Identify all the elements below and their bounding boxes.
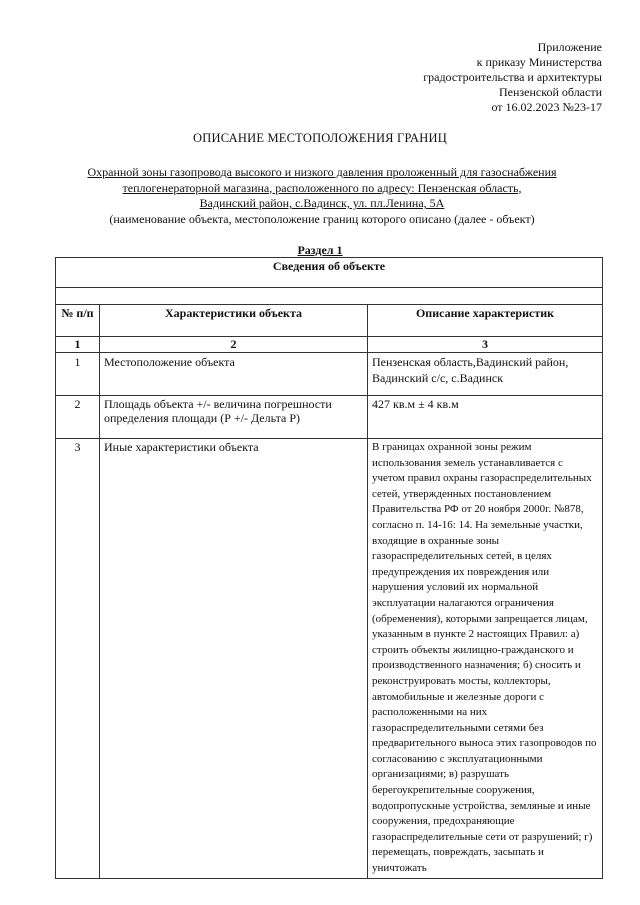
table-title: Сведения об объекте bbox=[56, 258, 603, 288]
appendix-line: Пензенской области bbox=[499, 85, 602, 99]
column-header-characteristic: Характеристики объекта bbox=[100, 305, 368, 337]
table-row bbox=[56, 353, 603, 396]
object-description bbox=[52, 165, 592, 227]
row-characteristic: Иные характеристики объекта bbox=[100, 439, 368, 879]
appendix-line: Приложение bbox=[537, 40, 602, 54]
object-description-line: Вадинский район, с.Вадинск, ул. пл.Ленина, 5А bbox=[199, 196, 445, 210]
row-characteristic: Площадь объекта +/- величина погрешности определения площади (Р +/- Дельта Р) bbox=[100, 396, 368, 439]
row-number: 3 bbox=[56, 439, 100, 879]
column-number: 1 bbox=[56, 337, 100, 353]
column-header-number: № п/п bbox=[56, 305, 100, 337]
object-info-table bbox=[55, 257, 603, 879]
column-header-row bbox=[56, 305, 603, 337]
appendix-line: к приказу Министерства bbox=[476, 55, 602, 69]
column-number-row bbox=[56, 337, 603, 353]
table-row bbox=[56, 439, 603, 879]
object-description-line: Охранной зоны газопровода высокого и низкого давления проложенный для газоснабжения bbox=[87, 165, 557, 179]
row-characteristic: Местоположение объекта bbox=[100, 353, 368, 396]
document-title: ОПИСАНИЕ МЕСТОПОЛОЖЕНИЯ ГРАНИЦ bbox=[193, 131, 447, 145]
table-row bbox=[56, 396, 603, 439]
appendix-line: градостроительства и архитектуры bbox=[423, 70, 602, 84]
row-description: Пензенская область,Вадинский район, Вадинский с/с, с.Вадинск bbox=[368, 353, 603, 396]
column-number: 2 bbox=[100, 337, 368, 353]
table-title-row bbox=[56, 258, 603, 288]
row-number: 2 bbox=[56, 396, 100, 439]
table-spacer-row bbox=[56, 288, 603, 305]
row-number: 1 bbox=[56, 353, 100, 396]
appendix-line: от 16.02.2023 №23-17 bbox=[491, 100, 602, 114]
row-description: 427 кв.м ± 4 кв.м bbox=[368, 396, 603, 439]
object-description-note: (наименование объекта, местоположение границ которого описано (далее - объект) bbox=[109, 211, 535, 226]
appendix-block bbox=[423, 40, 602, 115]
column-header-description: Описание характеристик bbox=[368, 305, 603, 337]
row-description: В границах охранной зоны режим использования земель устанавливается с учетом правил охраны газораспределительных сетей, утвержденных постановлением Правительства РФ от 20 ноября 2000г. №878, согласно п. 14-16: 14. На земельные участки, входящие в охранные зоны газораспределительных сетей, в целях предупреждения их повреждения или нарушения условий их нормальной эксплуатации налагаются ограничения (обременения), которыми запрещается лицам, указанным в пункте 2 настоящих Правил: а) строить объекты жилищно-гражданского и производственного назначения; б) сносить и реконструировать мосты, коллекторы, автомобильные и железные дороги с расположенными на них газораспределительными сетями без предварительного выноса этих газопроводов по согласованию с эксплуатационными организациями; в) разрушать берегоукрепительные сооружения, водопропускные устройства, земляные и иные сооружения, предохраняющие газораспределительные сети от разрушений; г) перемещать, повреждать, засыпать и уничтожать bbox=[368, 439, 603, 879]
column-number: 3 bbox=[368, 337, 603, 353]
object-description-line: теплогенераторной магазина, расположенного по адресу: Пензенская область, bbox=[122, 180, 522, 195]
section-label: Раздел 1 bbox=[297, 243, 343, 257]
